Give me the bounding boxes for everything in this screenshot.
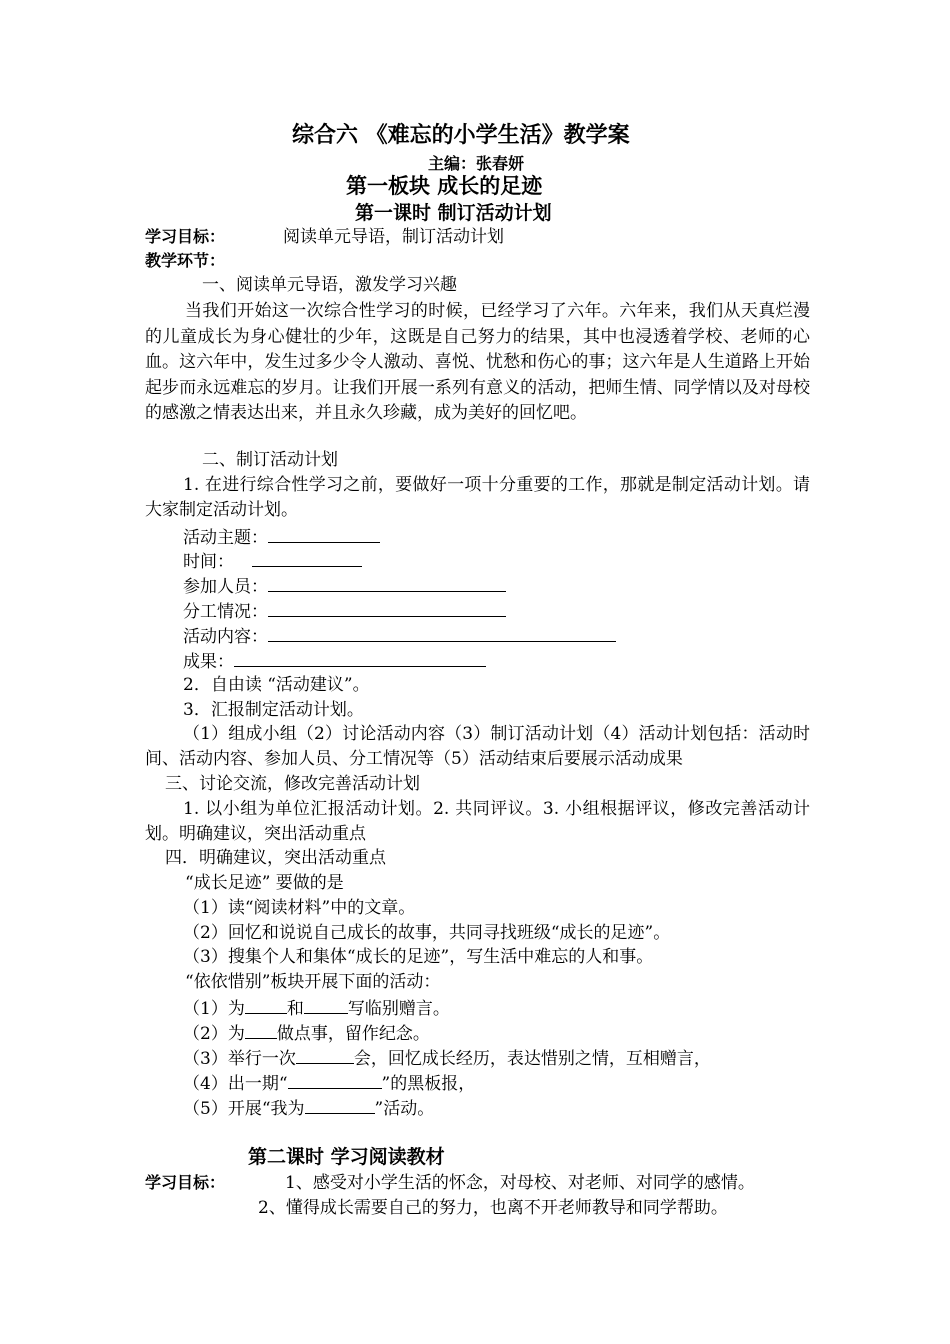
fw3-blank [296,1045,354,1064]
farewell-intro: “依依惜别”板块开展下面的活动： [185,972,441,992]
goal-text: 阅读单元导语，制订活动计划 [283,227,504,247]
fw4-text-a: （4）出一期“ [183,1074,288,1094]
doc-editor: 主编：张春妍 [428,154,525,173]
goal2-item-1: 1、感受对小学生活的怀念，对母校、对老师、对同学的感情。 [285,1173,755,1193]
content-blank [268,623,616,642]
fw2-text-a: （2）为 [183,1024,245,1044]
farewell-item-5 [183,1095,434,1121]
steps-label: 教学环节： [145,251,226,270]
goal2-label: 学习目标： [145,1173,226,1192]
fw2-blank [245,1020,277,1039]
result-blank [234,648,486,667]
lesson2-heading: 第二课时 学习阅读教材 [248,1146,445,1168]
form-time-label: 时间： [183,552,234,572]
fw1-text-a: （1）为 [183,999,245,1019]
step2-heading: 二、制订活动计划 [202,450,338,470]
form-row-theme [183,524,380,550]
form-row-result [183,648,486,674]
theme-blank [268,524,380,543]
form-row-people [183,573,506,599]
fw1-blank-2 [304,995,348,1014]
fw2-text-b: 做点事，留作纪念。 [276,1024,430,1044]
farewell-item-1 [183,995,450,1021]
growth-item-1: （1）读“阅读材料”中的文章。 [183,898,416,918]
form-division-label: 分工情况： [183,602,268,622]
step2-item3: 3．汇报制定活动计划。 [183,700,364,720]
fw3-text-b: 会，回忆成长经历，表达惜别之情，互相赠言， [353,1049,711,1069]
goal2-item-2: 2、懂得成长需要自己的努力，也离不开老师教导和同学帮助。 [258,1198,728,1218]
lesson1-heading: 第一课时 制订活动计划 [355,202,552,224]
form-row-content [183,623,616,649]
fw1-text-b: 和 [286,999,304,1019]
time-blank [252,548,362,567]
fw4-text-b: ”的黑板报， [381,1074,476,1094]
form-content-label: 活动内容： [183,627,268,647]
fw4-blank [288,1070,382,1089]
section-heading: 第一板块 成长的足迹 [346,174,543,198]
growth-item-2: （2）回忆和说说自己成长的故事，共同寻找班级“成长的足迹”。 [183,923,671,943]
step1-paragraph: 当我们开始这一次综合性学习的时候，已经学习了六年。六年来，我们从天真烂漫的儿童成长为身心健壮的少年，这既是自己努力的结果，其中也浸透着学校、老师的心血。这六年中，发生过多少令人激动、喜悦、忧愁和伤心的事；这六年是人生道路上开始起步而永远难忘的岁月。让我们开展一系列有意义的活动，把师生情、同学情以及对母校的感激之情表达出来，并且永久珍藏，成为美好的回忆吧。 [145,301,810,423]
form-people-label: 参加人员： [183,577,268,597]
growth-item-3: （3）搜集个人和集体“成长的足迹”，写生活中难忘的人和事。 [183,947,654,967]
division-blank [268,598,506,617]
growth-intro: “成长足迹” 要做的是 [185,873,344,893]
step3-heading: 三、讨论交流，修改完善活动计划 [165,774,420,794]
step3-paragraph: 1. 以小组为单位汇报活动计划。2. 共同评议。3. 小组根据评议，修改完善活动计划。明确建议，突出活动重点 [145,799,810,844]
step2-item1: 1. 在进行综合性学习之前，要做好一项十分重要的工作，那就是制定活动计划。请大家制定活动计划。 [145,475,810,520]
farewell-item-4 [183,1070,475,1096]
farewell-item-3 [183,1045,711,1071]
fw5-blank [305,1095,375,1114]
step1-heading: 一、阅读单元导语，激发学习兴趣 [202,275,457,295]
farewell-item-2 [183,1020,430,1046]
people-blank [268,573,506,592]
fw5-text-a: （5）开展“我为 [183,1099,305,1119]
step4-heading: 四．明确建议，突出活动重点 [165,848,386,868]
fw1-blank-1 [245,995,287,1014]
fw5-text-b: ”活动。 [374,1099,435,1119]
goal-label: 学习目标： [145,227,226,246]
step2-detail: （1）组成小组（2）讨论活动内容（3）制订活动计划（4）活动计划包括：活动时间、活动内容、参加人员、分工情况等（5）活动结束后要展示活动成果 [145,724,810,769]
step2-item2: 2．自由读 “活动建议”。 [183,675,370,695]
form-result-label: 成果： [183,652,234,672]
form-row-time [183,548,362,574]
form-row-division [183,598,506,624]
doc-title: 综合六 《难忘的小学生活》教学案 [292,123,630,148]
fw1-text-c: 写临别赠言。 [347,999,450,1019]
form-theme-label: 活动主题： [183,528,268,548]
fw3-text-a: （3）举行一次 [183,1049,296,1069]
